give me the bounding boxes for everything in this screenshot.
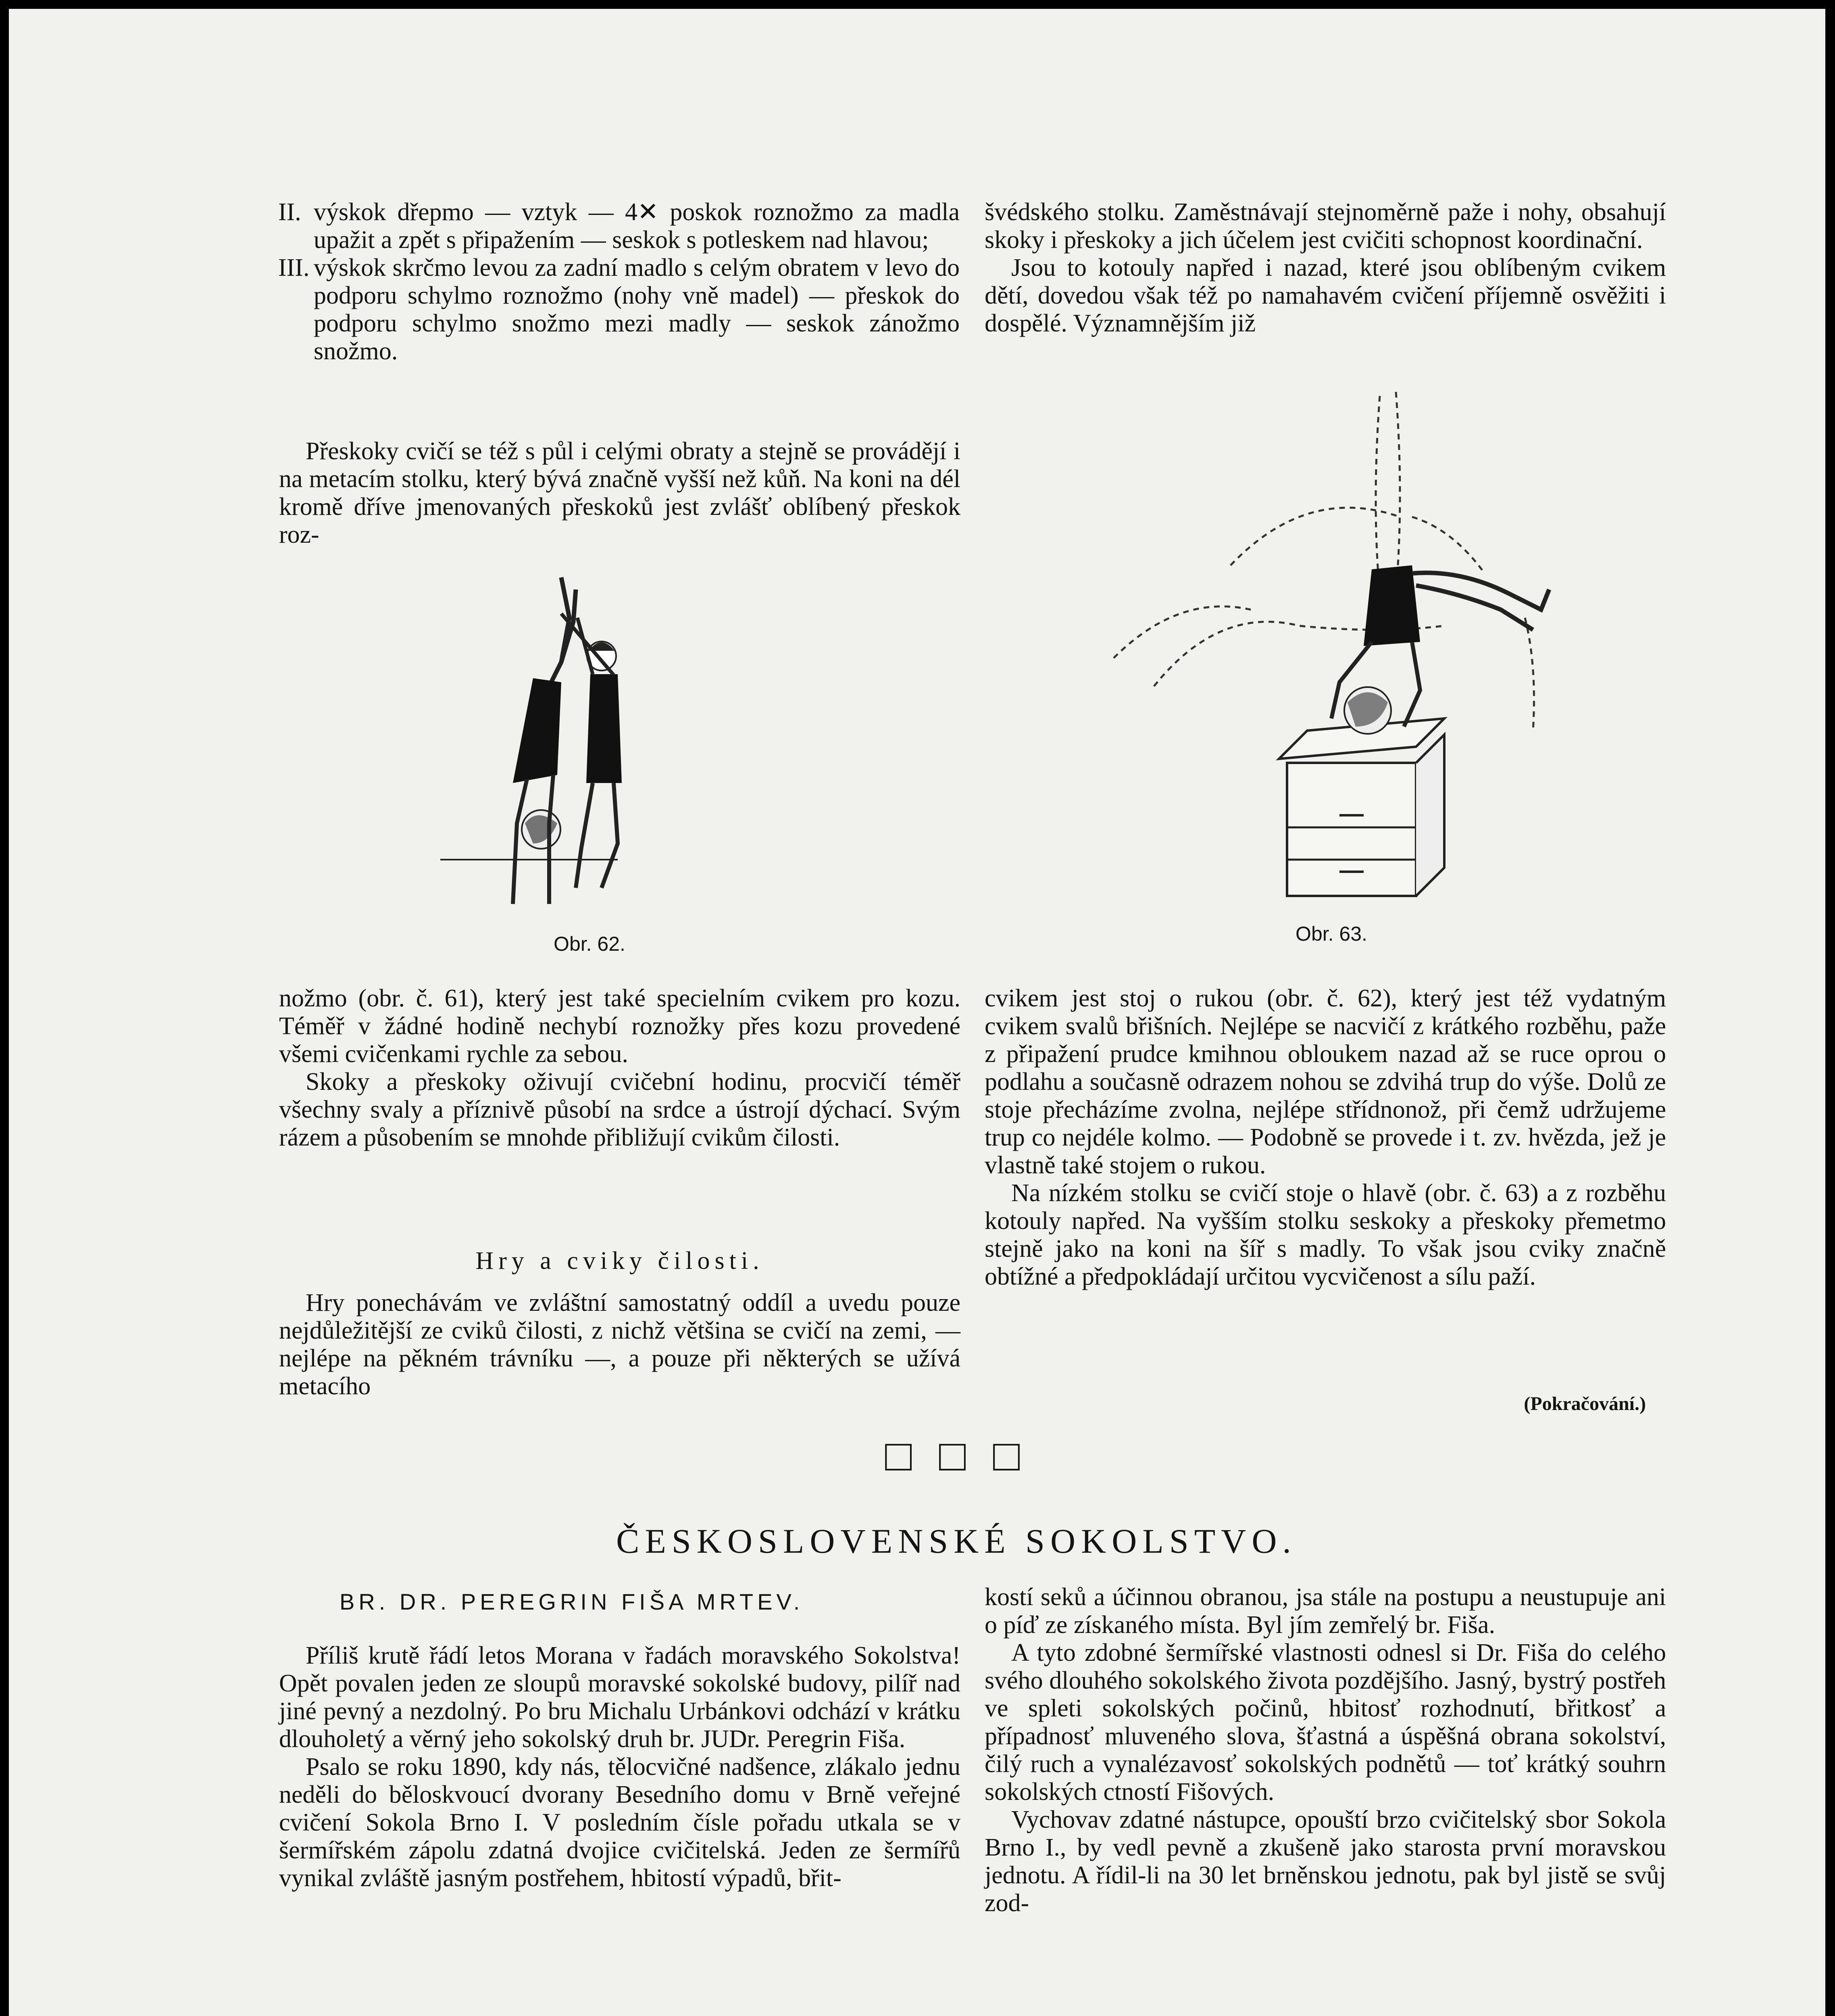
paragraph: kostí seků a účinnou obranou, jsa stále na postupu a neustupuje ani o píď ze získaného místa. Byl jím zemřelý br. Fiša. <box>985 1583 1666 1639</box>
main-title: ČESKOSLOVENSKÉ SOKOLSTVO. <box>616 1522 1297 1560</box>
list-number: III. <box>278 254 310 281</box>
scanned-page <box>9 9 1825 2016</box>
headstand-on-box-illustration <box>1098 384 1602 920</box>
article-right-column <box>985 1583 1666 1917</box>
right-top-column <box>985 198 1666 337</box>
paragraph: cvikem jest stoj o rukou (obr. č. 62), který jest též vydatným cvikem svalů břišních. Nejlépe se nacvičí z krátkého rozběhu, paže z připažení prudce kmihnou obloukem nazad až se ruce oprou o podlahu a současně odrazem nohou se zdvihá trup do výše. Dolů ze stoje přecházíme zvolna, nejlépe střídnonož, při čemž udržujeme trup co nejdéle kolmo. — Podobně se provede i t. zv. hvězda, jež je vlastně také stojem o rukou. <box>985 985 1666 1179</box>
continued-note: (Pokračování.) <box>1524 1393 1646 1414</box>
left-mid-column <box>279 985 960 1152</box>
exercise-list <box>278 198 960 365</box>
figure-62-caption: Obr. 62. <box>554 933 625 955</box>
paragraph: Vychovav zdatné nástupce, opouští brzo cvičitelský sbor Sokola Brno I., by vedl pevně a zkušeně jako starosta první moravskou jednotu. A řídil-li na 30 let brněnskou jednotu, pak byl jistě se svůj zod- <box>985 1806 1666 1917</box>
article-left-column <box>279 1642 960 1892</box>
paragraph: Přeskoky cvičí se též s půl i celými obraty a stejně se provádějí i na metacím stolku, který bývá značně vyšší než kůň. Na koni na dél kromě dříve jmenovaných přeskoků jest zvlášť oblíbený přeskok roz- <box>279 437 960 548</box>
paragraph: nožmo (obr. č. 61), který jest také specielním cvikem pro kozu. Téměř v žádné hodině nechybí roznožky přes kozu provedené všemi cvičenkami rychle za sebou. <box>279 985 960 1068</box>
figure-63-caption: Obr. 63. <box>1296 923 1367 945</box>
section-separator: □ □ □ <box>885 1431 1028 1480</box>
paragraph: Skoky a přeskoky oživují cvičební hodinu, procvičí téměř všechny svaly a příznivě působí na srdce a ústrojí dýchací. Svým rázem a působením se mnohde přibližují cvikům čilosti. <box>279 1068 960 1151</box>
left-bottom-column <box>279 1289 960 1400</box>
paragraph: švédského stolku. Zaměstnávají stejnoměrně paže i nohy, obsahují skoky i přeskoky a jich účelem jest cvičiti schopnost koordinační. <box>985 198 1666 254</box>
right-mid-column <box>985 985 1666 1291</box>
handstand-assist-illustration <box>440 565 666 928</box>
paragraph: Příliš krutě řádí letos Morana v řadách moravského Sokolstva! Opět povalen jeden ze sloupů moravské sokolské budovy, pilíř nad jiné pevný a nezdolný. Po bru Michalu Urbánkovi odchází v krátku dlouholetý a věrný jeho sokolský druh br. JUDr. Peregrin Fiša. <box>279 1642 960 1753</box>
list-item <box>278 198 960 254</box>
list-item <box>278 254 960 365</box>
list-text: výskok dřepmo — vztyk — 4✕ poskok roznožmo za madla upažit a zpět s připažením — seskok s potleskem nad hlavou; <box>314 198 960 254</box>
article-title: BR. DR. PEREGRIN FIŠA MRTEV. <box>340 1589 804 1614</box>
paragraph: Jsou to kotouly napřed i nazad, které jsou oblíbeným cvikem dětí, dovedou však též po namahavém cvičení příjemně osvěžiti i dospělé. Významnějším již <box>985 254 1666 337</box>
section-heading: Hry a cviky čilosti. <box>475 1247 764 1275</box>
paragraph: Na nízkém stolku se cvičí stoje o hlavě (obr. č. 63) a z rozběhu kotouly napřed. Na vyšším stolku seskoky a přeskoky přemetmo stejně jako na koni na šíř s madly. To však jsou cviky značně obtížné a předpokládají určitou vycvičenost a sílu paží. <box>985 1179 1666 1290</box>
paragraph: Hry ponechávám ve zvláštní samostatný oddíl a uvedu pouze nejdůležitější ze cviků čilosti, z nichž většina se cvičí na zemi, — nejlépe na pěkném trávníku —, a pouze při některých se užívá metacího <box>279 1289 960 1400</box>
left-top-column <box>279 437 960 549</box>
paragraph: A tyto zdobné šermířské vlastnosti odnesl si Dr. Fiša do celého svého dlouhého sokolského života pozdějšího. Jasný, bystrý postřeh ve spleti sokolských počinů, hbitosť rozhodnutí, břitkosť a případnosť mluveného slova, šťastná a úspěšná obrana sokolství, čilý ruch a vynalézavosť sokolských podnětů — toť krátký souhrn sokolských ctností Fišových. <box>985 1639 1666 1806</box>
list-text: výskok skrčmo levou za zadní madlo s celým obratem v levo do podporu schylmo roznožmo (nohy vně madel) — přeskok do podporu schylmo snožmo mezi madly — seskok zánožmo snožmo. <box>314 254 960 365</box>
list-number: II. <box>278 198 301 226</box>
paragraph: Psalo se roku 1890, kdy nás, tělocvičné nadšence, zlákalo jednu neděli do běloskvoucí dvorany Besedního domu v Brně veřejné cvičení Sokola Brno I. V posledním čísle pořadu utkala se v šermířském zápolu zdatná dvojice cvičitelská. Jeden ze šermířů vynikal zvláště jasným postřehem, hbitostí výpadů, břit- <box>279 1753 960 1892</box>
